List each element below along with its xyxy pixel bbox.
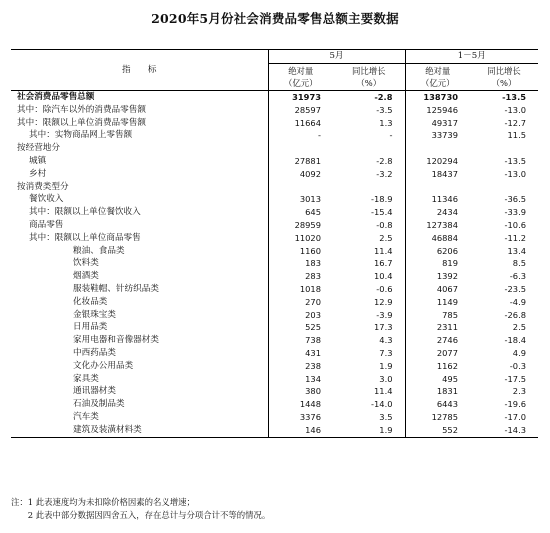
table-row — [11, 232, 538, 245]
table-row — [11, 296, 538, 309]
may-absolute-value: 1448 — [299, 399, 321, 410]
may-yoy-growth: 7.3 — [379, 347, 393, 358]
jan-may-yoy-growth: 4.9 — [512, 347, 526, 358]
may-absolute-value: 27881 — [294, 155, 321, 166]
row-label: 中西药品类 — [11, 347, 268, 360]
row-label: 按经营地分 — [11, 142, 268, 155]
may-yoy-growth: 10.4 — [374, 271, 393, 282]
row-label: 其中：除汽车以外的消费品零售额 — [11, 104, 268, 117]
jan-may-yoy-growth: -19.6 — [504, 399, 526, 410]
may-absolute-value: 203 — [305, 309, 321, 320]
row-label: 其中：限额以上单位商品零售 — [11, 232, 268, 245]
may-yoy-growth: -0.8 — [376, 219, 393, 230]
jan-may-absolute-value: 785 — [405, 309, 470, 322]
table-row — [11, 334, 538, 347]
row-label: 日用品类 — [11, 321, 268, 334]
may-yoy-growth: 11.4 — [374, 245, 393, 256]
row-label: 社会消费品零售总额 — [11, 91, 268, 104]
jan-may-yoy-growth: -0.3 — [509, 360, 526, 371]
footnotes — [11, 496, 270, 522]
row-label: 其中：实物商品网上零售额 — [11, 129, 268, 142]
ytd-abs-header: 绝对量 （亿元） — [405, 64, 470, 91]
may-yoy-growth: -3.2 — [376, 168, 393, 179]
jan-may-absolute-value: 127384 — [405, 219, 470, 232]
table-row — [11, 155, 538, 168]
jan-may-yoy-growth: 8.5 — [512, 258, 526, 269]
may-yoy-growth: 1.9 — [379, 360, 393, 371]
table-row — [11, 193, 538, 206]
jan-may-absolute-value: 120294 — [405, 155, 470, 168]
table-row — [11, 117, 538, 130]
may-absolute-value: 645 — [305, 207, 321, 218]
table-row — [11, 309, 538, 322]
table-title: 2020年5月份社会消费品零售总额主要数据 — [151, 11, 399, 26]
table-row — [11, 142, 538, 155]
data-table — [11, 49, 538, 438]
jan-may-yoy-growth: 13.4 — [507, 245, 526, 256]
jan-may-absolute-value: 33739 — [405, 129, 470, 142]
may-absolute-value: 380 — [305, 386, 321, 397]
table-row — [11, 245, 538, 258]
row-label: 饮料类 — [11, 257, 268, 270]
jan-may-absolute-value: 819 — [405, 257, 470, 270]
jan-may-yoy-growth: -14.3 — [470, 424, 538, 437]
table-row — [11, 385, 538, 398]
may-absolute-value: 134 — [305, 373, 321, 384]
jan-may-absolute-value — [405, 181, 470, 194]
may-yoy-growth: 11.4 — [374, 386, 393, 397]
jan-may-absolute-value: 11346 — [405, 193, 470, 206]
jan-may-absolute-value: 2077 — [405, 347, 470, 360]
jan-may-absolute-value: 1392 — [405, 270, 470, 283]
table-row — [11, 398, 538, 411]
may-yoy-growth: 1.9 — [333, 424, 405, 437]
may-yoy-growth — [333, 142, 405, 155]
may-yoy-growth: -3.5 — [376, 104, 393, 115]
row-label: 金银珠宝类 — [11, 309, 268, 322]
jan-may-yoy-growth: -13.5 — [504, 155, 526, 166]
row-label: 家具类 — [11, 373, 268, 386]
may-absolute-value: 28959 — [294, 219, 321, 230]
indicator-header: 指 标 — [11, 50, 268, 91]
may-yoy-growth: 1.3 — [379, 117, 393, 128]
jan-may-absolute-value: 138730 — [405, 91, 470, 104]
jan-may-yoy-growth: -13.0 — [504, 168, 526, 179]
jan-may-absolute-value: 6443 — [405, 398, 470, 411]
jan-may-yoy-growth — [470, 181, 538, 194]
may-absolute-value: 28597 — [294, 104, 321, 115]
jan-may-absolute-value: 49317 — [405, 117, 470, 130]
row-label: 城镇 — [11, 155, 268, 168]
table-row — [11, 270, 538, 283]
table-row — [11, 219, 538, 232]
jan-may-absolute-value: 2311 — [405, 321, 470, 334]
may-yoy-growth: -18.9 — [371, 194, 393, 205]
row-label: 粮油、食品类 — [11, 245, 268, 258]
may-yoy-growth: 3.0 — [379, 373, 393, 384]
may-group-header: 5月 — [268, 50, 405, 64]
jan-may-group-header: 1－5月 — [405, 50, 538, 64]
may-absolute-value: 11020 — [294, 232, 321, 243]
table-row — [11, 129, 538, 142]
table-row — [11, 424, 538, 437]
row-label: 其中：限额以上单位消费品零售额 — [11, 117, 268, 130]
row-label: 烟酒类 — [11, 270, 268, 283]
may-absolute-value: 3376 — [299, 411, 321, 422]
jan-may-absolute-value: 46884 — [405, 232, 470, 245]
footnote-1: 注：1 此表速度均为未扣除价格因素的名义增速； — [11, 497, 195, 507]
jan-may-yoy-growth: -13.0 — [504, 104, 526, 115]
row-label: 建筑及装潢材料类 — [11, 424, 268, 437]
row-label: 家用电器和音像器材类 — [11, 334, 268, 347]
may-absolute-value: 3013 — [299, 194, 321, 205]
jan-may-yoy-growth: -26.8 — [504, 309, 526, 320]
may-yoy-growth: 3.5 — [379, 411, 393, 422]
jan-may-absolute-value — [405, 142, 470, 155]
may-yoy-growth: -3.9 — [376, 309, 393, 320]
may-absolute-value: 11664 — [294, 117, 321, 128]
table-row — [11, 257, 538, 270]
may-absolute-value: 525 — [305, 322, 321, 333]
jan-may-yoy-growth: -6.3 — [509, 271, 526, 282]
row-label: 餐饮收入 — [11, 193, 268, 206]
table-row — [11, 181, 538, 194]
may-absolute-value: 183 — [305, 258, 321, 269]
row-label: 文化办公用品类 — [11, 360, 268, 373]
may-yoy-growth: -15.4 — [371, 207, 393, 218]
may-yoy-growth: 2.5 — [379, 232, 393, 243]
row-label: 化妆品类 — [11, 296, 268, 309]
may-abs-header: 绝对量 （亿元） — [268, 64, 333, 91]
jan-may-yoy-growth: -17.5 — [504, 373, 526, 384]
jan-may-absolute-value: 552 — [405, 424, 470, 437]
may-absolute-value: 4092 — [299, 168, 321, 179]
may-absolute-value: 1160 — [299, 245, 321, 256]
jan-may-yoy-growth: -12.7 — [504, 117, 526, 128]
may-absolute-value: 270 — [305, 296, 321, 307]
jan-may-absolute-value: 1831 — [405, 385, 470, 398]
jan-may-absolute-value: 1162 — [405, 360, 470, 373]
jan-may-yoy-growth: -10.6 — [504, 219, 526, 230]
table-row — [11, 91, 538, 104]
jan-may-absolute-value: 125946 — [405, 104, 470, 117]
footnote-2: 2 此表中部分数据因四舍五入，存在总计与分项合计不等的情况。 — [11, 510, 271, 520]
may-yoy-growth: -2.8 — [376, 155, 393, 166]
may-yoy-growth: - — [389, 130, 393, 141]
table-row — [11, 373, 538, 386]
may-yoy-growth: -14.0 — [371, 399, 393, 410]
table-row — [11, 168, 538, 181]
ytd-yoy-header: 同比增长 （%） — [470, 64, 538, 91]
jan-may-yoy-growth: -13.5 — [502, 92, 526, 102]
jan-may-yoy-growth: -23.5 — [504, 283, 526, 294]
jan-may-absolute-value: 495 — [405, 373, 470, 386]
row-label: 通讯器材类 — [11, 385, 268, 398]
jan-may-yoy-growth: -33.9 — [504, 207, 526, 218]
may-absolute-value — [268, 142, 333, 155]
row-label: 商品零售 — [11, 219, 268, 232]
may-yoy-growth: -2.8 — [374, 92, 393, 102]
jan-may-absolute-value: 2434 — [405, 206, 470, 219]
row-label: 乡村 — [11, 168, 268, 181]
may-absolute-value: 1018 — [299, 283, 321, 294]
row-label: 其中：限额以上单位餐饮收入 — [11, 206, 268, 219]
may-absolute-value: 738 — [305, 335, 321, 346]
jan-may-yoy-growth — [470, 142, 538, 155]
table-row — [11, 104, 538, 117]
table-row — [11, 321, 538, 334]
table-row — [11, 347, 538, 360]
row-label: 服装鞋帽、针纺织品类 — [11, 283, 268, 296]
table-row — [11, 283, 538, 296]
jan-may-absolute-value: 4067 — [405, 283, 470, 296]
jan-may-yoy-growth: 2.5 — [512, 322, 526, 333]
jan-may-absolute-value: 12785 — [405, 411, 470, 424]
jan-may-absolute-value: 1149 — [405, 296, 470, 309]
may-yoy-growth: 16.7 — [374, 258, 393, 269]
row-label: 石油及制品类 — [11, 398, 268, 411]
jan-may-absolute-value: 2746 — [405, 334, 470, 347]
row-label: 按消费类型分 — [11, 181, 268, 194]
jan-may-absolute-value: 18437 — [405, 168, 470, 181]
may-yoy-growth: 12.9 — [374, 296, 393, 307]
may-yoy-header: 同比增长 （%） — [333, 64, 405, 91]
jan-may-yoy-growth: -18.4 — [504, 335, 526, 346]
may-yoy-growth: 17.3 — [374, 322, 393, 333]
may-yoy-growth — [333, 181, 405, 194]
may-absolute-value: 238 — [305, 360, 321, 371]
may-absolute-value: - — [318, 130, 321, 141]
may-absolute-value: 283 — [305, 271, 321, 282]
jan-may-yoy-growth: -36.5 — [504, 194, 526, 205]
table-row — [11, 360, 538, 373]
may-absolute-value — [268, 181, 333, 194]
jan-may-yoy-growth: -17.0 — [504, 411, 526, 422]
jan-may-yoy-growth: -11.2 — [504, 232, 526, 243]
table-row — [11, 411, 538, 424]
may-absolute-value: 146 — [268, 424, 333, 437]
jan-may-yoy-growth: -4.9 — [509, 296, 526, 307]
may-absolute-value: 31973 — [292, 92, 321, 102]
may-absolute-value: 431 — [305, 347, 321, 358]
jan-may-absolute-value: 6206 — [405, 245, 470, 258]
may-yoy-growth: 4.3 — [379, 335, 393, 346]
may-yoy-growth: -0.6 — [376, 283, 393, 294]
jan-may-yoy-growth: 2.3 — [512, 386, 526, 397]
table-row — [11, 206, 538, 219]
jan-may-yoy-growth: 11.5 — [507, 130, 526, 141]
row-label: 汽车类 — [11, 411, 268, 424]
